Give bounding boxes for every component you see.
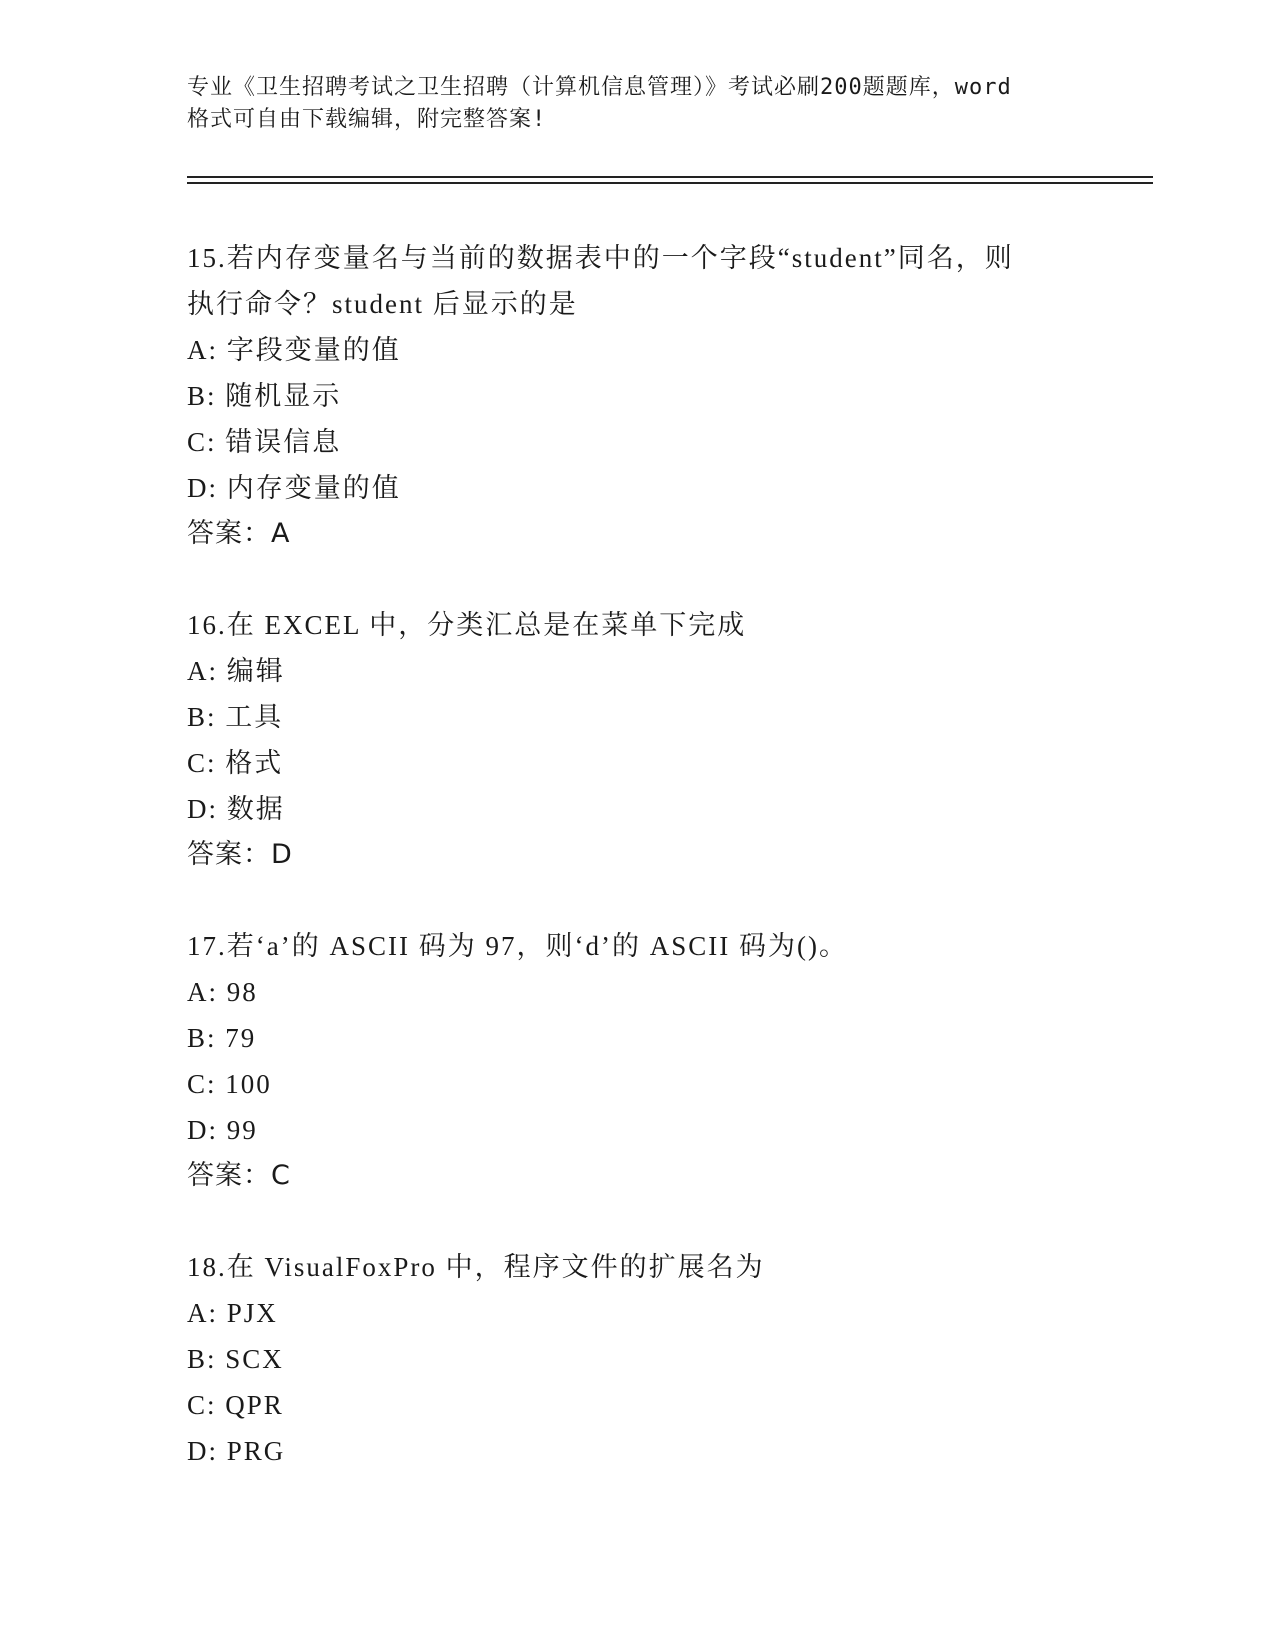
option-b: B: 工具 <box>187 702 284 732</box>
question-16 <box>187 602 1087 878</box>
option-a: A: 字段变量的值 <box>187 335 401 365</box>
option-b: B: SCX <box>187 1344 284 1374</box>
question-stem-line: 16.在 EXCEL 中，分类汇总是在菜单下完成 <box>187 610 747 640</box>
question-18 <box>187 1244 1087 1474</box>
answer-line: 答案：C <box>187 1160 291 1191</box>
option-d: D: 内存变量的值 <box>187 473 401 503</box>
option-b: B: 79 <box>187 1023 257 1053</box>
question-17 <box>187 923 1087 1199</box>
option-c: C: 格式 <box>187 748 284 778</box>
option-a: A: 编辑 <box>187 656 285 686</box>
question-stem-line: 执行命令？student 后显示的是 <box>187 289 578 319</box>
document-header <box>187 72 1097 136</box>
option-a: A: 98 <box>187 977 258 1007</box>
question-15 <box>187 235 1087 557</box>
question-list <box>187 235 1087 1519</box>
header-rule-bottom <box>187 182 1153 184</box>
option-b: B: 随机显示 <box>187 381 342 411</box>
question-stem-line: 18.在 VisualFoxPro 中，程序文件的扩展名为 <box>187 1252 765 1282</box>
option-c: C: 100 <box>187 1069 272 1099</box>
option-c: C: 错误信息 <box>187 427 342 457</box>
option-c: C: QPR <box>187 1390 284 1420</box>
question-stem-line: 15.若内存变量名与当前的数据表中的一个字段“student”同名，则 <box>187 243 1014 273</box>
question-stem-line: 17.若‘a’的 ASCII 码为 97，则‘d’的 ASCII 码为()。 <box>187 931 848 961</box>
option-d: D: 99 <box>187 1115 258 1145</box>
header-rule-top <box>187 176 1153 178</box>
option-a: A: PJX <box>187 1298 278 1328</box>
option-d: D: PRG <box>187 1436 286 1466</box>
header-line-1: 专业《卫生招聘考试之卫生招聘（计算机信息管理）》考试必刷200题题库，word <box>187 75 1012 100</box>
option-d: D: 数据 <box>187 794 285 824</box>
answer-line: 答案：A <box>187 518 291 549</box>
answer-line: 答案：D <box>187 839 293 870</box>
header-line-2: 格式可自由下载编辑，附完整答案! <box>187 107 547 132</box>
